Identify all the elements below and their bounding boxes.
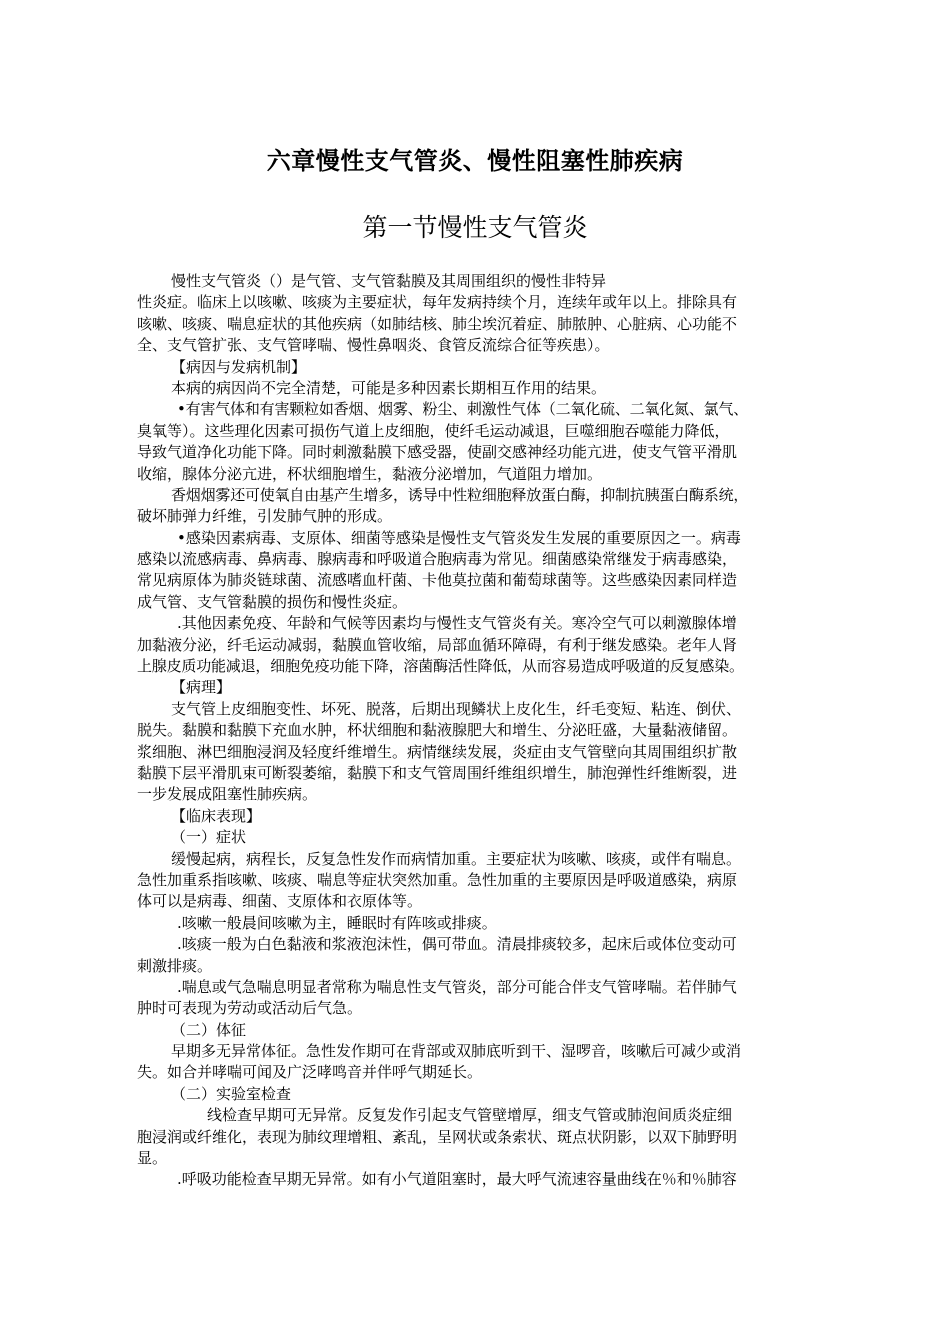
section-heading: 【病因与发病机制】 [171,357,307,376]
text-line: 咳嗽、咳痰、喘息症状的其他疾病（如肺结核、肺尘埃沉着症、肺脓肿、心脏病、心功能不 [137,314,738,333]
text-line: 缓慢起病，病程长，反复急性发作而病情加重。主要症状为咳嗽、咳痰，或伴有喘息。 [171,849,742,868]
subsection-heading: （二）实验室检查 [171,1084,292,1103]
subsection-heading: （一）症状 [171,828,247,847]
text-line: 线检查早期可无异常。反复发作引起支气管壁增厚，细支气管或肺泡间质炎症细 [207,1106,733,1125]
text-line: .咳痰一般为白色黏液和浆液泡沫性，偶可带血。清晨排痰较多，起床后或体位变动可 [177,935,737,954]
text-line: •感染因素病毒、支原体、细菌等感染是慢性支气管炎发生发展的重要原因之一。病毒 [177,528,741,547]
text-line: 常见病原体为肺炎链球菌、流感嗜血杆菌、卡他莫拉菌和葡萄球菌等。这些感染因素同样造 [137,571,738,590]
section-heading: 【病理】 [171,678,232,697]
text-line: 刺激排痰。 [137,956,213,975]
text-line: 成气管、支气管黏膜的损伤和慢性炎症。 [137,592,408,611]
text-line: 急性加重系指咳嗽、咳痰、喘息等症状突然加重。急性加重的主要原因是呼吸道感染，病原 [137,870,738,889]
text-line: 加黏液分泌，纤毛运动减弱，黏膜血管收缩，局部血循环障碍，有利于继发感染。老年人肾 [137,635,738,654]
text-line: .其他因素免疫、年龄和气候等因素均与慢性支气管炎有关。寒冷空气可以刺激腺体增 [177,614,737,633]
text-line: 性炎症。临床上以咳嗽、咳痰为主要症状，每年发病持续个月，连续年或年以上。排除具有 [137,293,738,312]
text-line: 臭氧等）。这些理化因素可损伤气道上皮细胞，使纤毛运动减退，巨噬细胞吞噬能力降低， [137,421,730,440]
text-line: 破坏肺弹力纤维，引发肺气肿的形成。 [137,507,393,526]
text-line: 体可以是病毒、细菌、支原体和衣原体等。 [137,892,423,911]
text-line: 上腺皮质功能减退，细胞免疫功能下降，溶菌酶活性降低，从而容易造成呼吸道的反复感染。 [137,657,744,676]
subsection-heading: （二）体征 [171,1020,247,1039]
section-title: 第一节慢性支气管炎 [362,213,588,242]
text-line: 一步发展成阻塞性肺疾病。 [137,785,318,804]
text-line: 显。 [137,1149,168,1168]
text-line: .喘息或气急喘息明显者常称为喘息性支气管炎，部分可能合伴支气管哮喘。若伴肺气 [177,977,737,996]
text-line: 胞浸润或纤维化，表现为肺纹理增粗、紊乱，呈网状或条索状、斑点状阴影，以双下肺野明 [137,1127,738,1146]
text-line: 慢性支气管炎（）是气管、支气管黏膜及其周围组织的慢性非特异 [171,272,607,290]
text-line: 支气管上皮细胞变性、坏死、脱落，后期出现鳞状上皮化生，纤毛变短、粘连、倒伏、 [171,699,742,718]
section-heading: 【临床表现】 [171,806,262,825]
text-line: 黏膜下层平滑肌束可断裂萎缩，黏膜下和支气管周围纤维组织增生，肺泡弹性纤维断裂，进 [137,763,738,782]
text-line: 导致气道净化功能下降。同时刺激黏膜下感受器，使副交感神经功能亢进，使支气管平滑肌 [137,443,738,462]
text-line: 浆细胞、淋巴细胞浸润及轻度纤维增生。病情继续发展，炎症由支气管壁向其周围组织扩散 [137,742,738,761]
text-line: 收缩，腺体分泌亢进，杯状细胞增生，黏液分泌增加，气道阻力增加。 [137,464,603,483]
body-text [137,271,827,1191]
text-line: 本病的病因尚不完全清楚，可能是多种因素长期相互作用的结果。 [171,378,607,397]
text-line: 感染以流感病毒、鼻病毒、腺病毒和呼吸道合胞病毒为常见。细菌感染常继发于病毒感染， [137,550,738,569]
text-line: 早期多无异常体征。急性发作期可在背部或双肺底听到干、湿啰音，咳嗽后可减少或消 [171,1042,742,1061]
text-line: .呼吸功能检查早期无异常。如有小气道阻塞时，最大呼气流速容量曲线在％和％肺容 [177,1170,737,1189]
text-line: 失。如合并哮喘可闻及广泛哮鸣音并伴呼气期延长。 [137,1063,483,1082]
chapter-title: 六章慢性支气管炎、慢性阻塞性肺疾病 [266,147,684,175]
text-line: 肿时可表现为劳动或活动后气急。 [137,999,363,1018]
text-line: 脱失。黏膜和黏膜下充血水肿，杯状细胞和黏液腺肥大和增生、分泌旺盛，大量黏液储留。 [137,721,738,740]
text-line: 全、支气管扩张、支气管哮喘、慢性鼻咽炎、食管反流综合征等疾患）。 [137,336,610,355]
text-line: .咳嗽一般晨间咳嗽为主，睡眠时有阵咳或排痰。 [177,913,497,932]
text-line: 香烟烟雾还可使氧自由基产生增多，诱导中性粒细胞释放蛋白酶，抑制抗胰蛋白酶系统， [171,485,749,504]
text-line: •有害气体和有害颗粒如香烟、烟雾、粉尘、刺激性气体（二氧化硫、二氧化氮、氯气、 [177,400,749,419]
